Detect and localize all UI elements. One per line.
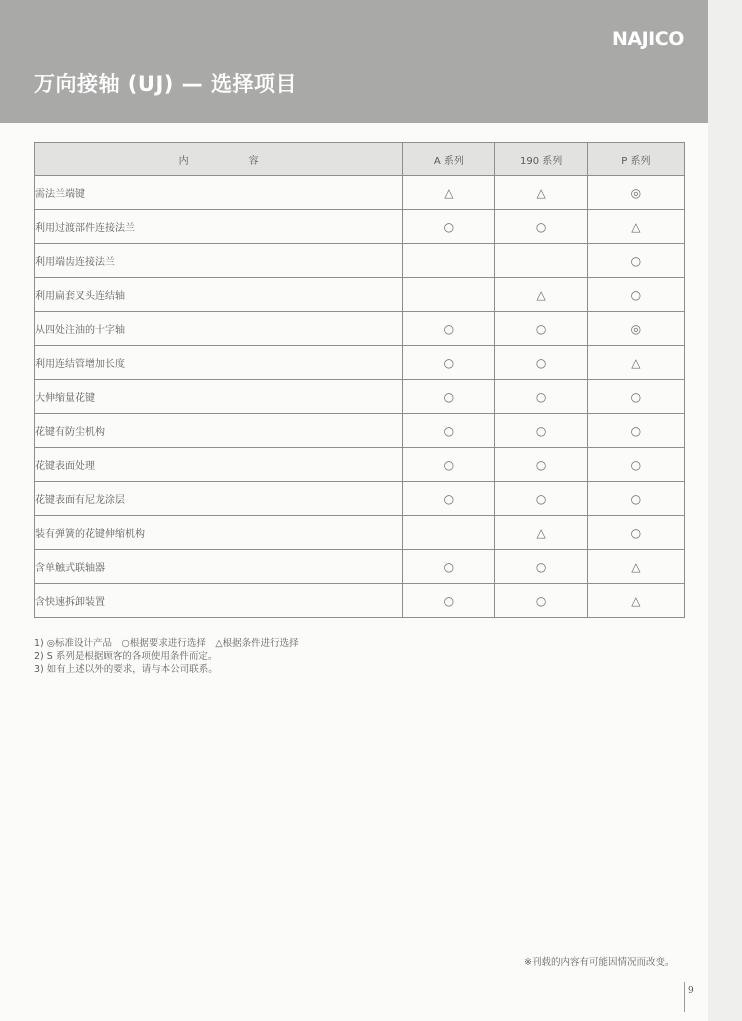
header-p-series: P 系列 — [587, 143, 684, 176]
header-band — [0, 0, 708, 123]
header-content-left: 内 — [178, 155, 189, 167]
page-title: 万向接轴 (UJ) — 选择项目 — [34, 72, 297, 96]
row-p-series-mark: ○ — [587, 244, 684, 278]
row-a-series-mark: ○ — [403, 584, 495, 618]
row-item-label: 含单触式联轴器 — [35, 550, 403, 584]
header-a-series: A 系列 — [403, 143, 495, 176]
row-item-label: 花键表面处理 — [35, 448, 403, 482]
notes — [34, 637, 299, 676]
table-row — [35, 312, 685, 346]
row-a-series-mark — [403, 244, 495, 278]
row-p-series-mark: ○ — [587, 380, 684, 414]
row-190-series-mark: ○ — [495, 312, 587, 346]
table-row — [35, 210, 685, 244]
brand-logo: NAJICO — [612, 28, 684, 50]
table-header-row — [35, 143, 685, 176]
header-content-right: 容 — [248, 155, 259, 167]
row-190-series-mark — [495, 244, 587, 278]
table-row — [35, 516, 685, 550]
row-a-series-mark: △ — [403, 176, 495, 210]
selection-table — [34, 142, 685, 618]
row-p-series-mark: ○ — [587, 278, 684, 312]
row-p-series-mark: ○ — [587, 448, 684, 482]
table-row — [35, 176, 685, 210]
row-a-series-mark: ○ — [403, 312, 495, 346]
row-190-series-mark: △ — [495, 176, 587, 210]
table-row — [35, 550, 685, 584]
row-a-series-mark: ○ — [403, 414, 495, 448]
row-a-series-mark — [403, 278, 495, 312]
row-item-label: 含快速拆卸装置 — [35, 584, 403, 618]
row-a-series-mark: ○ — [403, 346, 495, 380]
row-p-series-mark: ◎ — [587, 176, 684, 210]
row-a-series-mark: ○ — [403, 482, 495, 516]
row-190-series-mark: ○ — [495, 380, 587, 414]
table-row — [35, 448, 685, 482]
header-content — [35, 143, 403, 176]
table-row — [35, 346, 685, 380]
row-item-label: 大伸缩量花键 — [35, 380, 403, 414]
table-body — [35, 176, 685, 618]
note-3: 3) 如有上述以外的要求，请与本公司联系。 — [34, 664, 218, 675]
row-item-label: 花键有防尘机构 — [35, 414, 403, 448]
row-p-series-mark: △ — [587, 584, 684, 618]
row-a-series-mark: ○ — [403, 210, 495, 244]
row-item-label: 花键表面有尼龙涂层 — [35, 482, 403, 516]
row-p-series-mark: △ — [587, 550, 684, 584]
table-row — [35, 244, 685, 278]
header-190-series: 190 系列 — [495, 143, 587, 176]
row-190-series-mark: ○ — [495, 414, 587, 448]
row-p-series-mark: ○ — [587, 482, 684, 516]
row-p-series-mark: ○ — [587, 516, 684, 550]
row-a-series-mark: ○ — [403, 448, 495, 482]
row-190-series-mark: ○ — [495, 584, 587, 618]
row-190-series-mark: ○ — [495, 448, 587, 482]
row-a-series-mark — [403, 516, 495, 550]
table-row — [35, 414, 685, 448]
row-item-label: 装有弹簧的花键伸缩机构 — [35, 516, 403, 550]
row-item-label: 从四处注油的十字轴 — [35, 312, 403, 346]
row-190-series-mark: ○ — [495, 482, 587, 516]
table-row — [35, 380, 685, 414]
note-1: 1) ◎标准设计产品 ○根据要求进行选择 △根据条件进行选择 — [34, 638, 299, 649]
page-edge — [708, 0, 742, 1021]
row-p-series-mark: ◎ — [587, 312, 684, 346]
row-item-label: 利用扁套叉头连结轴 — [35, 278, 403, 312]
row-item-label: 利用端齿连接法兰 — [35, 244, 403, 278]
table-row — [35, 584, 685, 618]
row-a-series-mark: ○ — [403, 380, 495, 414]
row-190-series-mark: ○ — [495, 346, 587, 380]
row-190-series-mark: △ — [495, 278, 587, 312]
page-number: 9 — [688, 986, 694, 996]
row-p-series-mark: △ — [587, 210, 684, 244]
footer-note: ※刊载的内容有可能因情况而改变。 — [524, 957, 675, 968]
note-2: 2) S 系列是根据顾客的各项使用条件而定。 — [34, 651, 218, 662]
row-item-label: 利用连结管增加长度 — [35, 346, 403, 380]
table-row — [35, 278, 685, 312]
row-p-series-mark: ○ — [587, 414, 684, 448]
row-p-series-mark: △ — [587, 346, 684, 380]
row-190-series-mark: ○ — [495, 210, 587, 244]
row-190-series-mark: △ — [495, 516, 587, 550]
table-row — [35, 482, 685, 516]
row-a-series-mark: ○ — [403, 550, 495, 584]
row-item-label: 利用过渡部件连接法兰 — [35, 210, 403, 244]
page-number-rule — [684, 982, 685, 1012]
row-item-label: 需法兰端键 — [35, 176, 403, 210]
row-190-series-mark: ○ — [495, 550, 587, 584]
